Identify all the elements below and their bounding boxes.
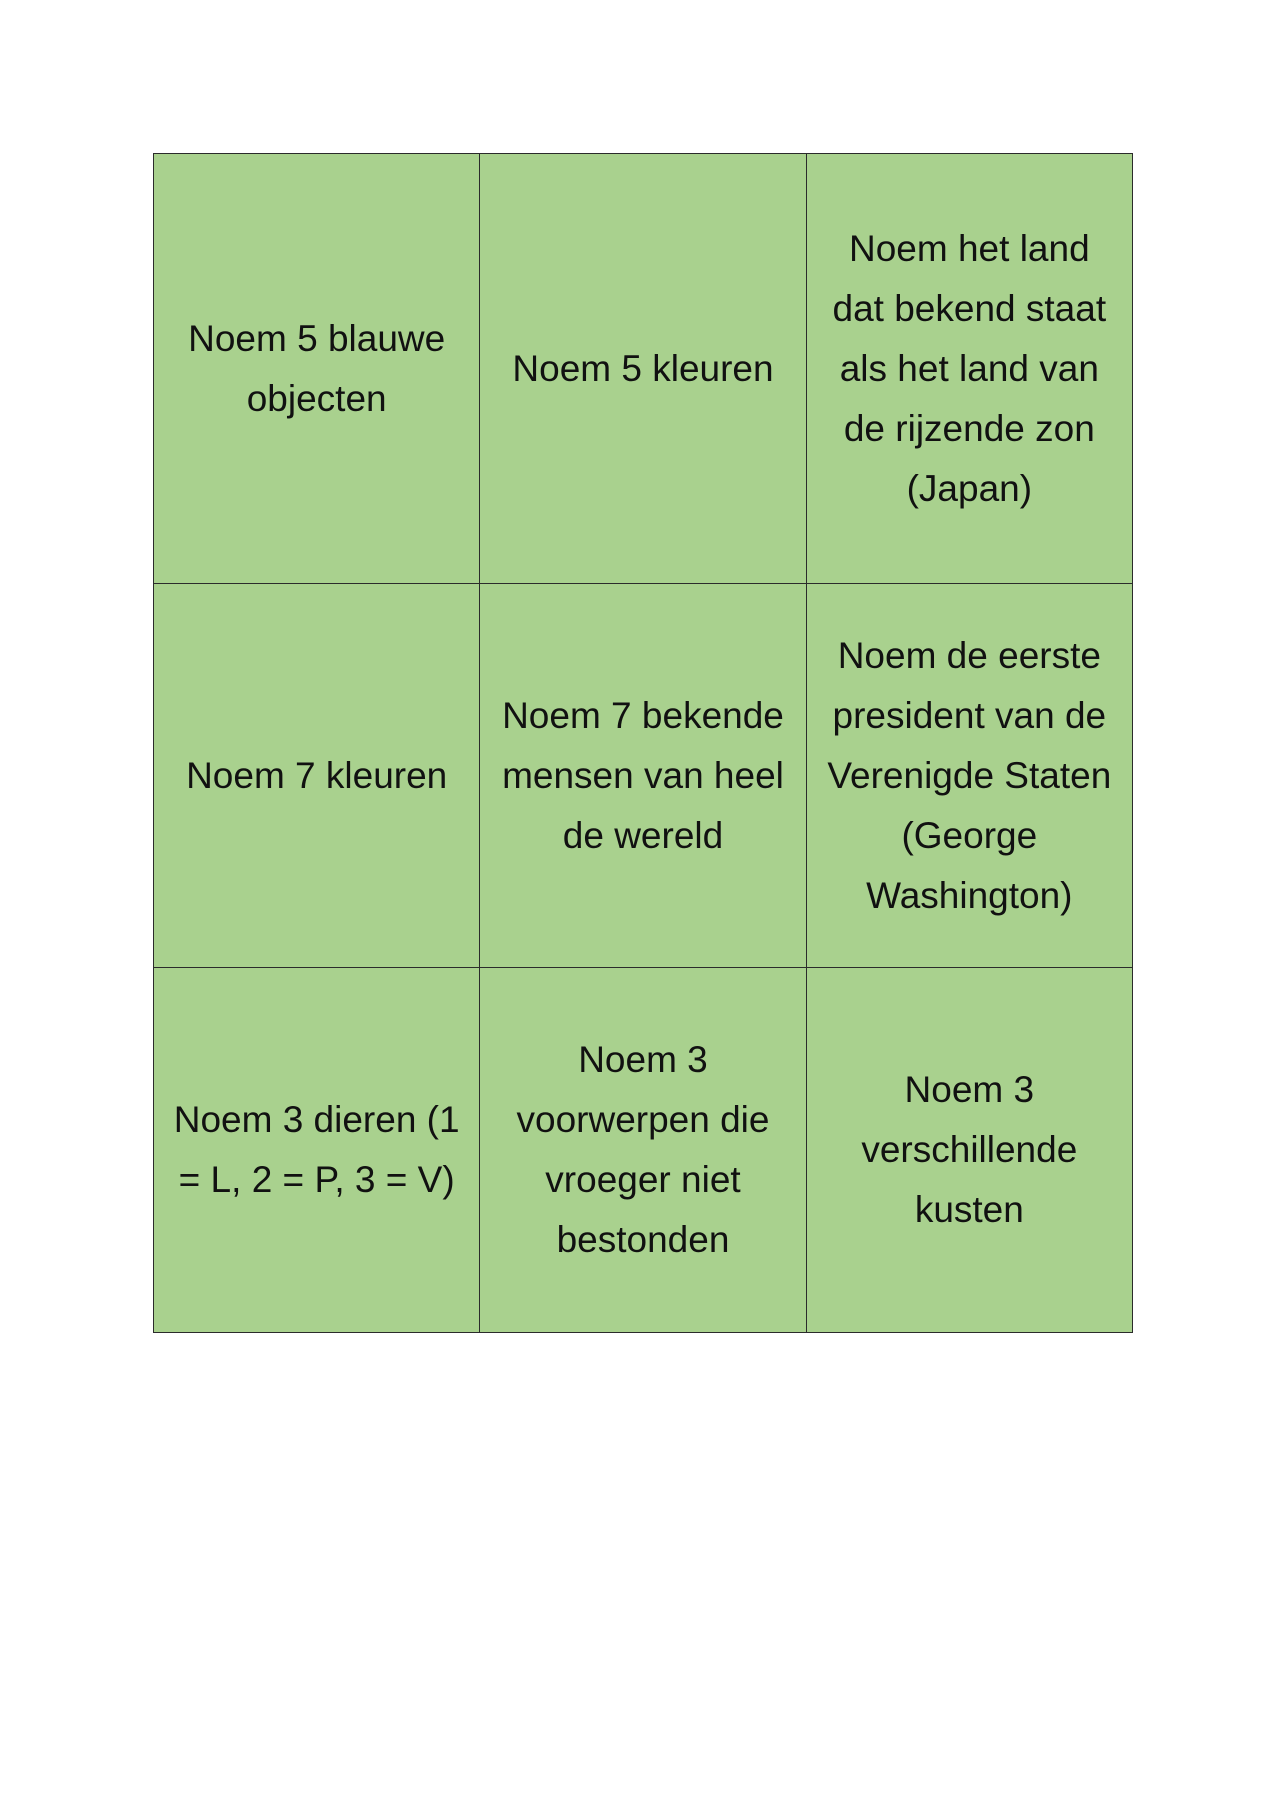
card-first-president [807,584,1133,968]
card-text: Noem het land dat bekend staat als het land van de rijzende zon (Japan) [832,227,1107,509]
card-text: Noem 3 voorwerpen die vroeger niet bestonden [516,1039,770,1260]
card-five-colors [480,154,806,584]
card-grid [153,153,1133,1333]
card-text: Noem 5 blauwe objecten [188,317,446,419]
card-rising-sun [807,154,1133,584]
card-three-animals [154,968,480,1333]
card-blue-objects [154,154,480,584]
card-famous-people [480,584,806,968]
card-text: Noem 7 kleuren [186,754,448,796]
card-text: Noem 3 dieren (1 = L, 2 = P, 3 = V) [173,1099,460,1200]
card-text: Noem 7 bekende mensen van heel de wereld [502,694,784,856]
card-text: Noem 3 verschillende kusten [861,1069,1078,1230]
card-text: Noem de eerste president van de Verenigde Staten (George Washington) [827,634,1112,916]
card-seven-colors [154,584,480,968]
card-text: Noem 5 kleuren [512,347,774,389]
card-old-objects [480,968,806,1333]
card-coasts [807,968,1133,1333]
